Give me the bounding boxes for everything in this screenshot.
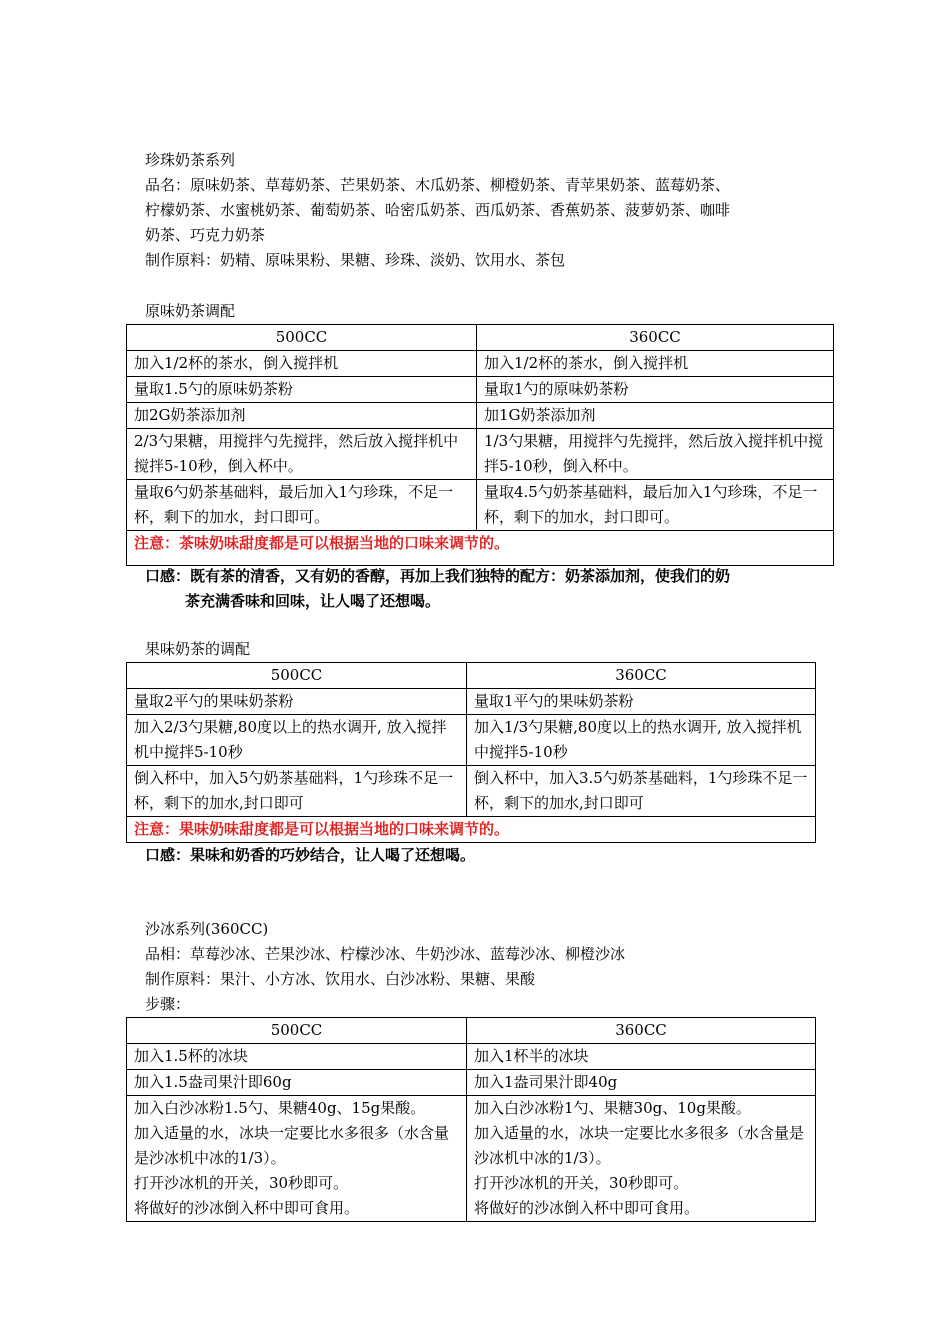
table-row [127, 817, 816, 843]
pearl-names-line-1: 品名：原味奶茶、草莓奶茶、芒果奶茶、木瓜奶茶、柳橙奶茶、青苹果奶茶、蓝莓奶茶、 [145, 176, 731, 194]
smoothie-names: 品相：草莓沙冰、芒果沙冰、柠檬沙冰、牛奶沙冰、蓝莓沙冰、柳橙沙冰 [145, 945, 626, 963]
fruit-title: 果味奶茶的调配 [145, 640, 251, 658]
table-cell: 加1G奶茶添加剂 [477, 403, 834, 429]
step-line: 加入白沙冰粉1勺、果糖30g、10g果酸。 [474, 1099, 751, 1117]
step-line: 加入适量的水，冰块一定要比水多很多（水含量是沙冰机中冰的1/3）。 [474, 1124, 805, 1167]
table-cell: 加入1/3勺果糖,80度以上的热水调开, 放入搅拌机中搅拌5-10秒 [467, 715, 816, 766]
original-taste-line-2: 茶充满香味和回味，让人喝了还想喝。 [185, 592, 441, 610]
fruit-note: 注意：果味奶味甜度都是可以根据当地的口味来调节的。 [127, 817, 816, 843]
table-cell: 加入1/2杯的茶水，倒入搅拌机 [127, 351, 477, 377]
fruit-recipe-table [126, 662, 816, 843]
table-row [127, 351, 834, 377]
pearl-series-section [145, 148, 825, 273]
step-line: 将做好的沙冰倒入杯中即可食用。 [134, 1199, 360, 1217]
table-row [127, 325, 834, 351]
step-line: 打开沙冰机的开关，30秒即可。 [474, 1174, 689, 1192]
original-taste-line-1: 口感：既有茶的清香，又有奶的香醇，再加上我们独特的配方：奶茶添加剂，使我们的奶 [145, 567, 731, 585]
table-cell: 加入1杯半的冰块 [467, 1044, 816, 1070]
table-cell: 量取1平勺的果味奶茶粉 [467, 689, 816, 715]
original-note: 注意：茶味奶味甜度都是可以根据当地的口味来调节的。 [127, 531, 834, 566]
pearl-names-line-2: 柠檬奶茶、水蜜桃奶茶、葡萄奶茶、哈密瓜奶茶、西瓜奶茶、香蕉奶茶、菠萝奶茶、咖啡 [145, 201, 731, 219]
table-row [127, 1044, 816, 1070]
table-row [127, 531, 834, 566]
pearl-names-line-3: 奶茶、巧克力奶茶 [145, 226, 266, 244]
pearl-series-title: 珍珠奶茶系列 [145, 151, 236, 169]
table-header-360cc: 360CC [467, 1018, 816, 1044]
table-row [127, 689, 816, 715]
original-title: 原味奶茶调配 [145, 302, 236, 320]
table-cell: 1/3勺果糖，用搅拌勺先搅拌，然后放入搅拌机中搅拌5-10秒，倒入杯中。 [477, 429, 834, 480]
step-line: 打开沙冰机的开关，30秒即可。 [134, 1174, 349, 1192]
step-line: 将做好的沙冰倒入杯中即可食用。 [474, 1199, 700, 1217]
table-row [127, 766, 816, 817]
table-header-500cc: 500CC [127, 663, 467, 689]
table-cell: 倒入杯中，加入5勺奶茶基础料，1勺珍珠不足一杯，剩下的加水,封口即可 [127, 766, 467, 817]
table-header-360cc: 360CC [467, 663, 816, 689]
step-line: 加入适量的水，冰块一定要比水多很多（水含量是沙冰机中冰的1/3）。 [134, 1124, 450, 1167]
table-cell: 加入1.5盎司果汁即60g [127, 1070, 467, 1096]
table-cell: 加入1盎司果汁即40g [467, 1070, 816, 1096]
table-header-500cc: 500CC [127, 1018, 467, 1044]
smoothie-title: 沙冰系列(360CC) [145, 920, 269, 938]
smoothie-materials: 制作原料：果汁、小方冰、饮用水、白沙冰粉、果糖、果酸 [145, 970, 536, 988]
table-cell: 加2G奶茶添加剂 [127, 403, 477, 429]
table-cell: 加入2/3勺果糖,80度以上的热水调开, 放入搅拌机中搅拌5-10秒 [127, 715, 467, 766]
table-row [127, 715, 816, 766]
smoothie-section [145, 917, 825, 1017]
table-row [127, 663, 816, 689]
table-cell: 量取1勺的原味奶茶粉 [477, 377, 834, 403]
original-recipe-table [126, 324, 834, 566]
table-cell [127, 1096, 467, 1222]
table-row [127, 1096, 816, 1222]
table-row [127, 429, 834, 480]
table-row [127, 377, 834, 403]
pearl-materials: 制作原料：奶精、原味果粉、果糖、珍珠、淡奶、饮用水、茶包 [145, 251, 566, 269]
table-row [127, 1018, 816, 1044]
table-cell [467, 1096, 816, 1222]
table-cell: 加入1.5杯的冰块 [127, 1044, 467, 1070]
table-row [127, 480, 834, 531]
table-cell: 量取2平勺的果味奶茶粉 [127, 689, 467, 715]
table-row [127, 1070, 816, 1096]
table-header-500cc: 500CC [127, 325, 477, 351]
table-cell: 2/3勺果糖，用搅拌勺先搅拌，然后放入搅拌机中搅拌5-10秒，倒入杯中。 [127, 429, 477, 480]
fruit-taste: 口感：果味和奶香的巧妙结合，让人喝了还想喝。 [145, 846, 476, 864]
table-cell: 倒入杯中，加入3.5勺奶茶基础料，1勺珍珠不足一杯，剩下的加水,封口即可 [467, 766, 816, 817]
smoothie-recipe-table [126, 1017, 816, 1222]
table-row [127, 403, 834, 429]
smoothie-steps-label: 步骤： [145, 995, 191, 1013]
step-line: 加入白沙冰粉1.5勺、果糖40g、15g果酸。 [134, 1099, 426, 1117]
table-cell: 量取6勺奶茶基础料，最后加入1勺珍珠，不足一杯，剩下的加水，封口即可。 [127, 480, 477, 531]
table-cell: 加入1/2杯的茶水，倒入搅拌机 [477, 351, 834, 377]
table-cell: 量取1.5勺的原味奶茶粉 [127, 377, 477, 403]
table-cell: 量取4.5勺奶茶基础料，最后加入1勺珍珠，不足一杯，剩下的加水，封口即可。 [477, 480, 834, 531]
table-header-360cc: 360CC [477, 325, 834, 351]
